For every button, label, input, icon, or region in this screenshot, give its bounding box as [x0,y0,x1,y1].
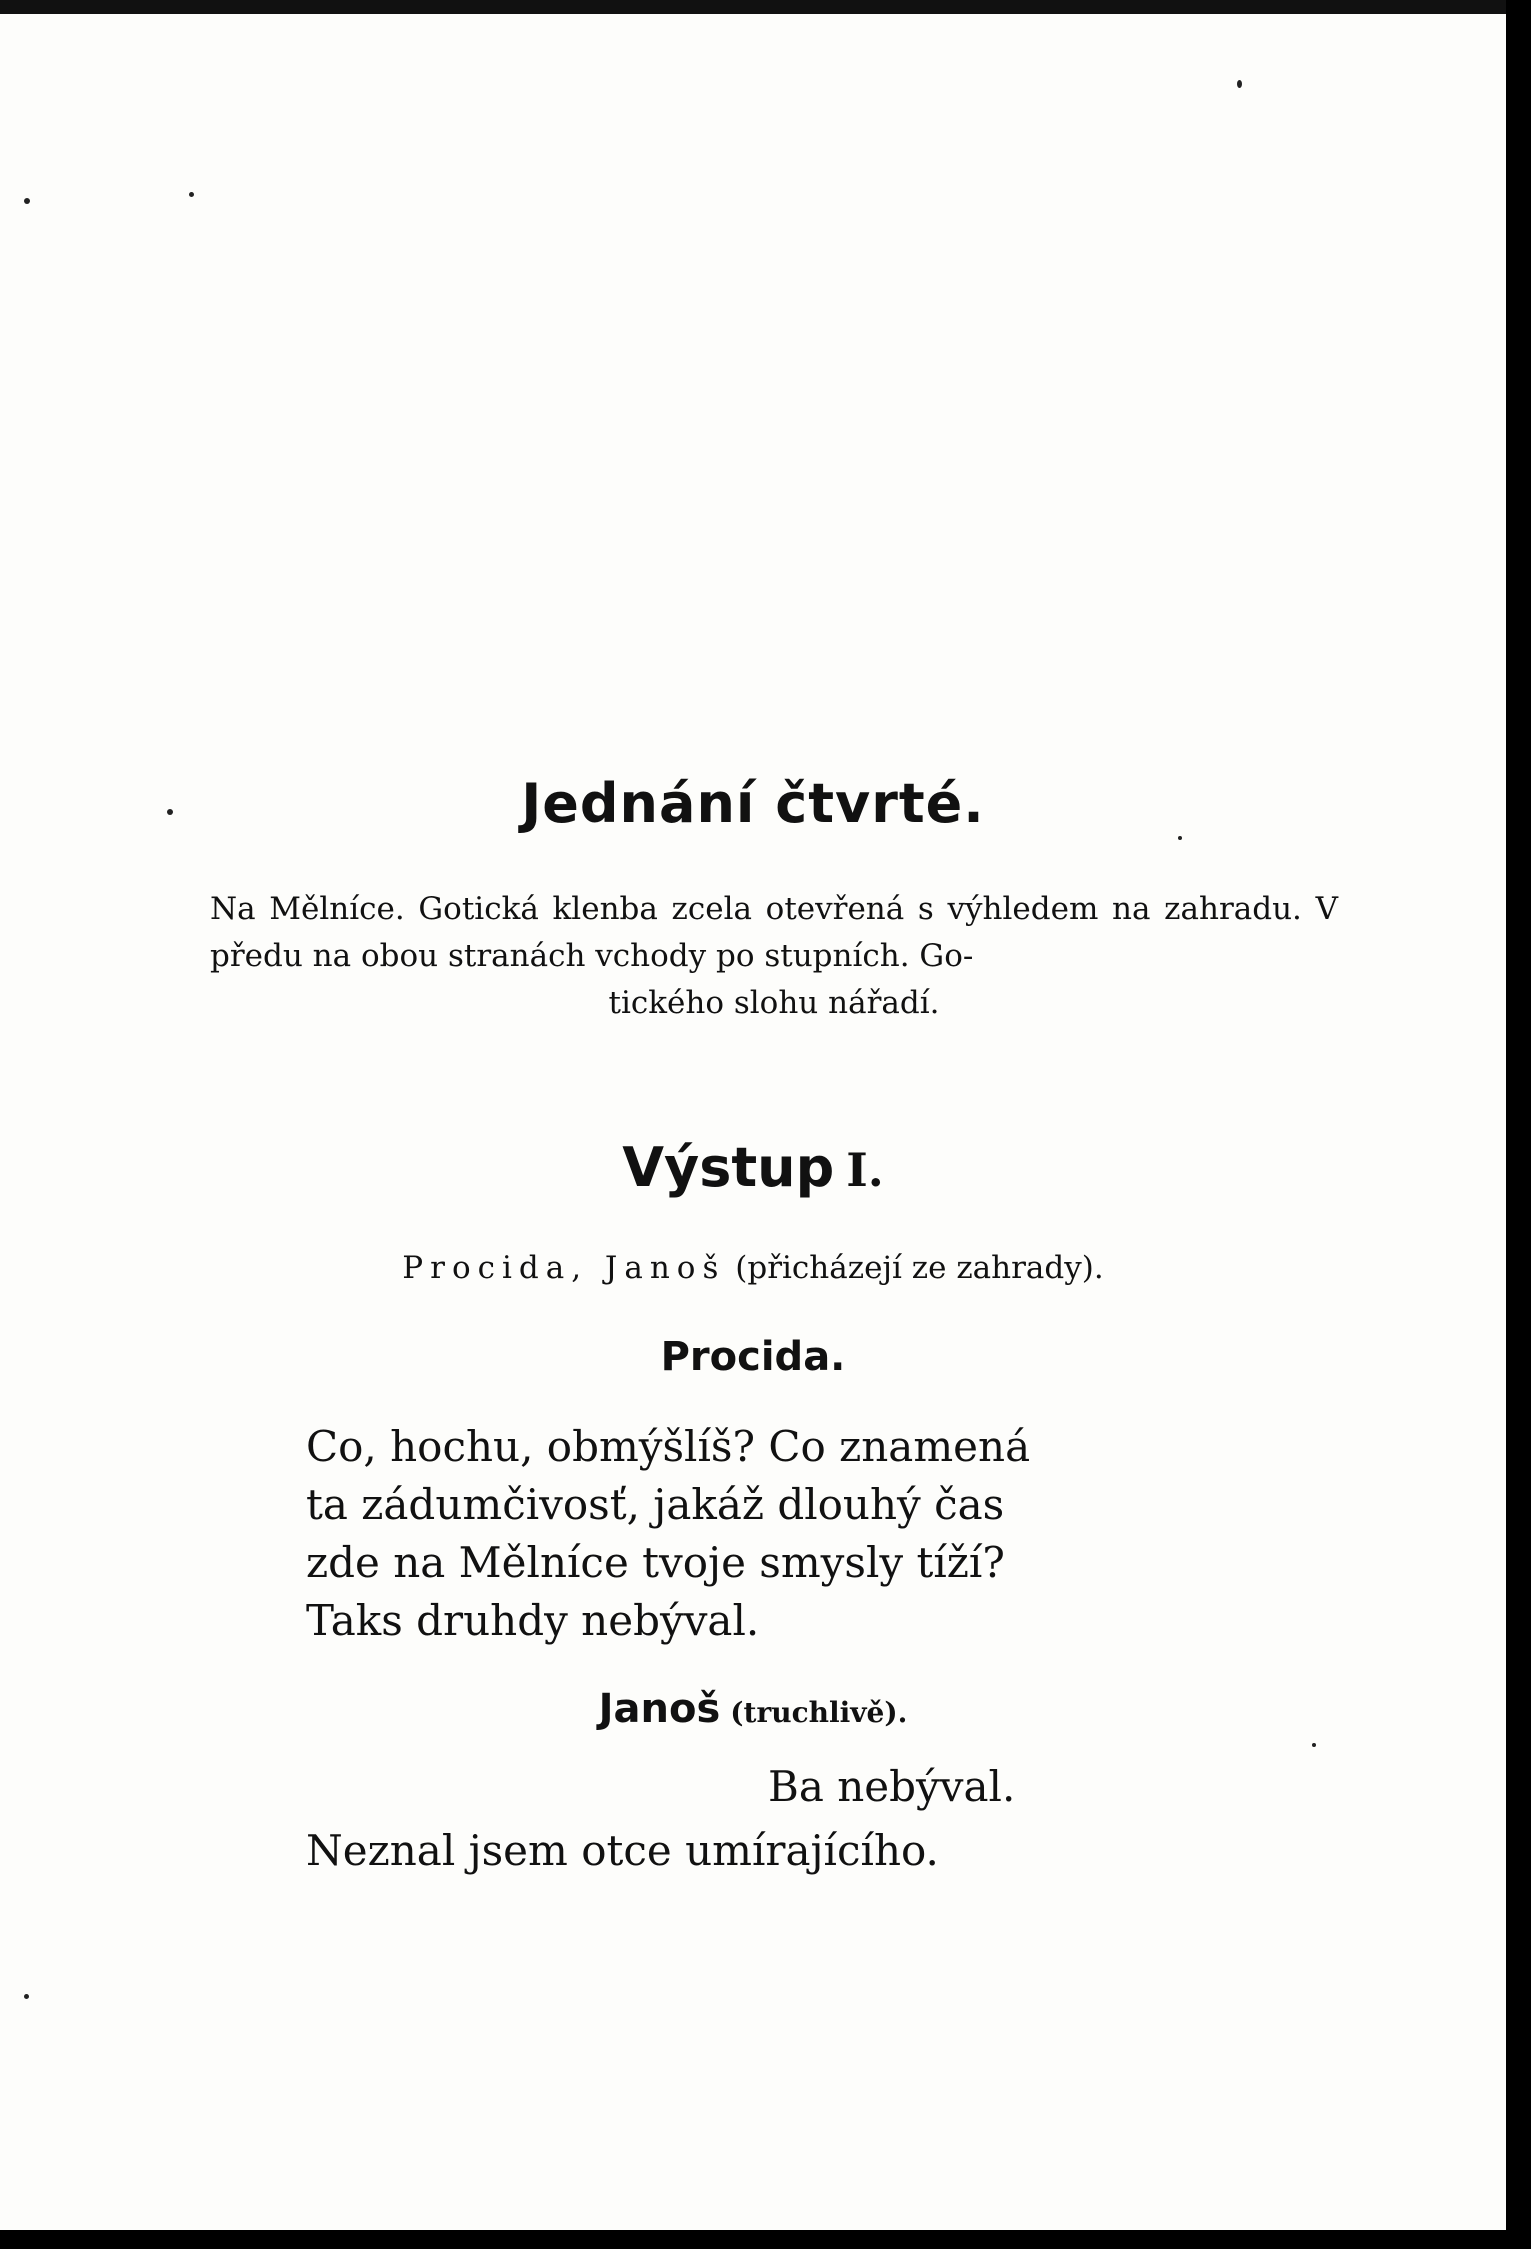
persons-names: Procida, Janoš [402,1250,726,1286]
print-speck [24,198,30,204]
stage-direction-line: zahradu. V předu na obou stranách vchody po stupních. Go- [210,891,1338,974]
speaker-name: Janoš [598,1686,721,1732]
scene-title [0,1136,1506,1199]
scan-border-right [1506,0,1531,2249]
verse-line: Neznal jsem otce umírajícího. [306,1826,939,1875]
speaker-janos [0,1686,1506,1732]
verse-line: Taks druhdy nebýval. [306,1596,760,1645]
print-speck [1312,1743,1316,1747]
print-speck [1237,80,1242,88]
act-title: Jednání čtvrté. [521,772,985,835]
print-speck [167,809,173,815]
verse-line: zde na Mělníce tvoje smysly tíží? [306,1538,1005,1587]
stage-direction-line: tického slohu nářadí. [608,985,940,1021]
stage-direction [210,886,1338,1027]
print-speck [24,1994,29,1999]
dramatis-personae [0,1250,1506,1286]
verse-line-indented: Ba nebýval. [768,1762,1016,1811]
speaker-direction: (truchlivě). [730,1696,908,1729]
verse-line: Co, hochu, obmýšlíš? Co znamená [306,1422,1031,1471]
scene-number: I. [846,1143,884,1197]
stage-direction-line: Na Mělníce. Gotická klenba zcela otevřená s výhledem na [210,891,1151,927]
persons-note: (přicházejí ze zahrady). [735,1250,1104,1286]
verse-line: ta zádumčivosť, jakáž dlouhý čas [306,1480,1005,1529]
scan-border-bottom [0,2230,1531,2249]
speaker-procida: Procida. [660,1334,846,1380]
print-speck [1178,836,1182,840]
print-speck [189,192,194,197]
scene-label: Výstup [622,1136,835,1199]
